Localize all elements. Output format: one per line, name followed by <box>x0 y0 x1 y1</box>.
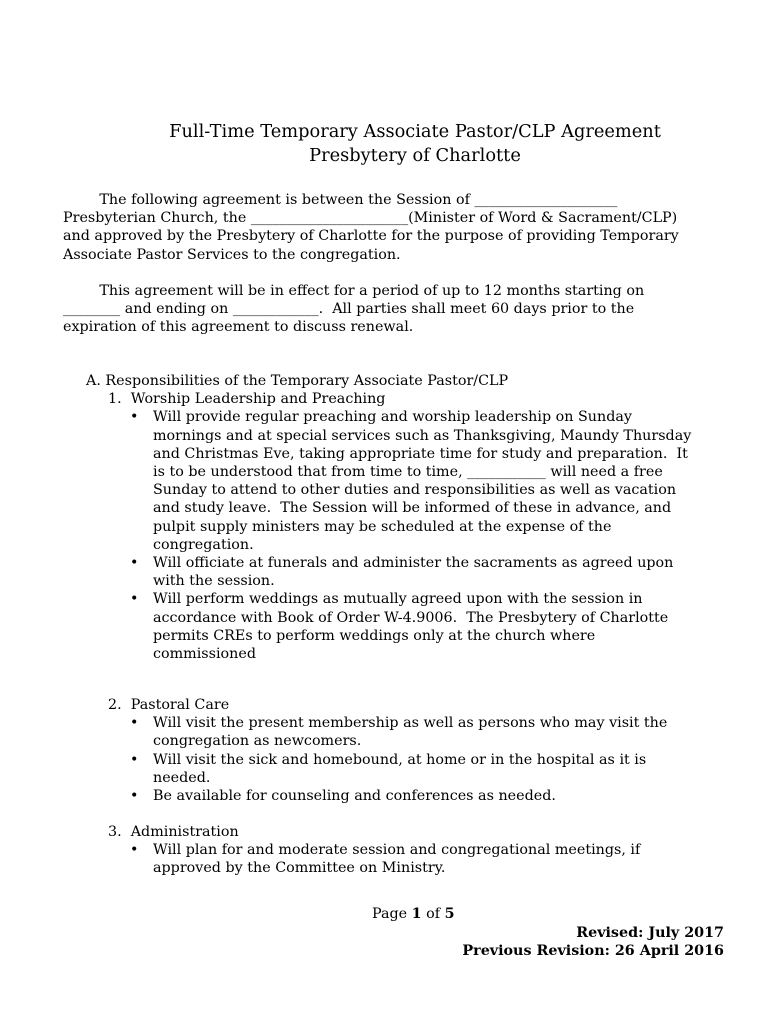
text-line: Will visit the present membership as well as persons who may visit the <box>153 715 668 732</box>
text-line: Will provide regular preaching and worship leadership on Sunday <box>153 409 632 426</box>
of-word: of <box>426 906 441 922</box>
text-line: approved by the Committee on Ministry. <box>153 860 446 877</box>
subsection-1-heading: 1. Worship Leadership and Preaching <box>108 391 386 408</box>
text-line: Will officiate at funerals and administer the sacraments as agreed upon <box>153 555 674 572</box>
intro-paragraph-2 <box>63 282 728 337</box>
list-item <box>86 554 736 590</box>
text-line: congregation as newcomers. <box>153 733 362 750</box>
text-line: ________ and ending on ____________. All parties shall meet 60 days prior to the <box>63 301 635 318</box>
text-line: congregation. <box>153 536 254 553</box>
bullet-icon: • <box>130 788 139 805</box>
text-line: commissioned <box>153 646 256 663</box>
previous-revision-date: Previous Revision: 26 April 2016 <box>462 943 724 959</box>
text-line: Will plan for and moderate session and congregational meetings, if <box>153 842 641 859</box>
text-line: Presbyterian Church, the ______________________(Minister of Word & Sacrament/CLP) <box>63 210 678 227</box>
list-item <box>86 408 736 554</box>
text-line: needed. <box>153 769 211 786</box>
text-line: This agreement will be in effect for a period of up to 12 months starting on <box>63 283 645 299</box>
list-item <box>86 590 736 663</box>
text-line: The following agreement is between the Session of ____________________ <box>63 192 618 208</box>
total-pages: 5 <box>444 906 455 922</box>
page-word: Page <box>372 906 408 922</box>
text-line: and study leave. The Session will be informed of these in advance, and <box>153 500 672 517</box>
intro-paragraph-1 <box>63 191 728 264</box>
subsection-3-heading: 3. Administration <box>108 824 239 840</box>
section-a <box>86 372 736 663</box>
text-line: Will visit the sick and homebound, at home or in the hospital as it is <box>153 751 647 768</box>
document-title <box>0 120 770 168</box>
section-a-administration <box>86 823 736 878</box>
text-line: Associate Pastor Services to the congregation. <box>63 246 401 263</box>
bullet-icon: • <box>130 842 139 859</box>
title-line-1: Full-Time Temporary Associate Pastor/CLP Agreement <box>169 121 661 142</box>
text-line: permits CREs to perform weddings only at the church where <box>153 627 596 644</box>
bullet-icon: • <box>130 715 139 732</box>
text-line: accordance with Book of Order W-4.9006. The Presbytery of Charlotte <box>153 609 669 626</box>
page-number <box>372 905 455 923</box>
bullet-icon: • <box>130 591 139 608</box>
list-item <box>86 714 736 750</box>
bullet-icon: • <box>130 555 139 572</box>
text-line: Will perform weddings as mutually agreed upon with the session in <box>153 591 643 608</box>
text-line: pulpit supply ministers may be scheduled at the expense of the <box>153 518 612 535</box>
bullet-icon: • <box>130 751 139 768</box>
text-line: and Christmas Eve, taking appropriate time for study and preparation. It <box>153 445 688 462</box>
list-item <box>86 841 736 877</box>
text-line: with the session. <box>153 573 275 590</box>
text-line: Be available for counseling and conferences as needed. <box>153 788 556 805</box>
text-line: expiration of this agreement to discuss renewal. <box>63 319 414 336</box>
revised-date: Revised: July 2017 <box>576 925 724 941</box>
subsection-2-heading: 2. Pastoral Care <box>108 697 230 713</box>
section-a-pastoral-care <box>86 696 736 805</box>
current-page: 1 <box>411 906 422 922</box>
list-item <box>86 787 736 805</box>
list-item <box>86 751 736 787</box>
text-line: and approved by the Presbytery of Charlotte for the purpose of providing Temporary <box>63 228 679 245</box>
text-line: is to be understood that from time to time, ___________ will need a free <box>153 464 663 481</box>
bullet-icon: • <box>130 409 139 426</box>
text-line: mornings and at special services such as Thanksgiving, Maundy Thursday <box>153 427 692 444</box>
section-a-heading: A. Responsibilities of the Temporary Associate Pastor/CLP <box>86 373 509 389</box>
title-line-2: Presbytery of Charlotte <box>309 145 521 166</box>
text-line: Sunday to attend to other duties and responsibilities as well as vacation <box>153 482 677 499</box>
